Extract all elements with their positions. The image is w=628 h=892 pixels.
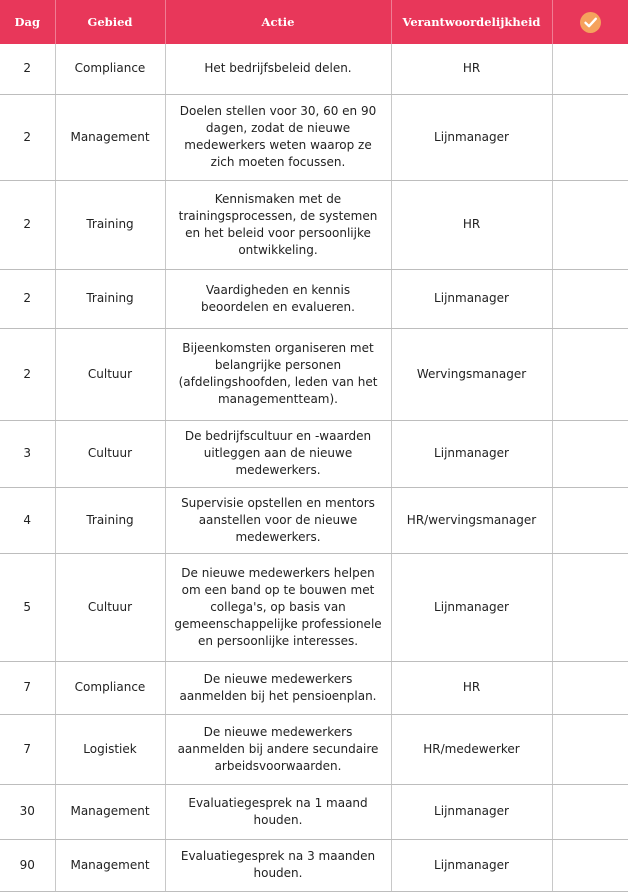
cell-dag: 2 [0,269,55,328]
check-badge-icon [580,12,601,33]
table-row [0,661,628,714]
cell-dag: 3 [0,420,55,487]
table-row [0,328,628,420]
cell-actie: De bedrijfscultuur en -waarden uitleggen aan de nieuwe medewerkers. [165,420,391,487]
cell-verantwoordelijkheid: Lijnmanager [391,420,552,487]
cell-dag: 2 [0,94,55,180]
cell-check[interactable] [552,839,628,891]
table-row [0,784,628,839]
cell-verantwoordelijkheid: HR [391,661,552,714]
cell-verantwoordelijkheid: Lijnmanager [391,839,552,891]
cell-check[interactable] [552,328,628,420]
cell-actie: Evaluatiegesprek na 1 maand houden. [165,784,391,839]
cell-actie: De nieuwe medewerkers helpen om een band op te bouwen met collega's, op basis van gemeenschappelijke professionele en persoonlijke interesses. [165,553,391,661]
cell-check[interactable] [552,714,628,784]
cell-gebied: Compliance [55,661,165,714]
table-row [0,180,628,269]
cell-verantwoordelijkheid: Wervingsmanager [391,328,552,420]
cell-verantwoordelijkheid: HR/medewerker [391,714,552,784]
cell-check[interactable] [552,661,628,714]
table-body [0,44,628,891]
cell-dag: 30 [0,784,55,839]
cell-check[interactable] [552,553,628,661]
cell-check[interactable] [552,784,628,839]
cell-actie: Het bedrijfsbeleid delen. [165,44,391,94]
header-check [552,0,628,44]
cell-gebied: Management [55,839,165,891]
table-header-row [0,0,628,44]
cell-gebied: Compliance [55,44,165,94]
cell-check[interactable] [552,180,628,269]
header-verantwoordelijkheid: Verantwoordelijkheid [391,0,552,44]
cell-gebied: Training [55,180,165,269]
cell-dag: 2 [0,180,55,269]
table-row [0,269,628,328]
cell-gebied: Cultuur [55,328,165,420]
cell-gebied: Training [55,487,165,553]
cell-verantwoordelijkheid: Lijnmanager [391,553,552,661]
cell-gebied: Cultuur [55,420,165,487]
cell-actie: Evaluatiegesprek na 3 maanden houden. [165,839,391,891]
cell-check[interactable] [552,269,628,328]
cell-actie: Kennismaken met de trainingsprocessen, de systemen en het beleid voor persoonlijke ontwikkeling. [165,180,391,269]
table-row [0,487,628,553]
table-row [0,94,628,180]
cell-dag: 4 [0,487,55,553]
table-row [0,420,628,487]
table-row [0,553,628,661]
cell-actie: Supervisie opstellen en mentors aanstellen voor de nieuwe medewerkers. [165,487,391,553]
cell-verantwoordelijkheid: HR/wervingsmanager [391,487,552,553]
cell-actie: Bijeenkomsten organiseren met belangrijke personen (afdelingshoofden, leden van het managementteam). [165,328,391,420]
cell-dag: 2 [0,328,55,420]
cell-verantwoordelijkheid: HR [391,44,552,94]
cell-dag: 2 [0,44,55,94]
cell-actie: De nieuwe medewerkers aanmelden bij andere secundaire arbeidsvoorwaarden. [165,714,391,784]
cell-actie: Vaardigheden en kennis beoordelen en evalueren. [165,269,391,328]
cell-gebied: Logistiek [55,714,165,784]
cell-verantwoordelijkheid: Lijnmanager [391,784,552,839]
table-row [0,44,628,94]
header-gebied: Gebied [55,0,165,44]
cell-check[interactable] [552,487,628,553]
cell-dag: 7 [0,714,55,784]
cell-gebied: Management [55,94,165,180]
header-actie: Actie [165,0,391,44]
cell-actie: Doelen stellen voor 30, 60 en 90 dagen, zodat de nieuwe medewerkers weten waarop ze zich moeten focussen. [165,94,391,180]
cell-dag: 5 [0,553,55,661]
cell-check[interactable] [552,44,628,94]
cell-verantwoordelijkheid: HR [391,180,552,269]
cell-gebied: Training [55,269,165,328]
table-row [0,714,628,784]
cell-verantwoordelijkheid: Lijnmanager [391,94,552,180]
cell-dag: 90 [0,839,55,891]
cell-check[interactable] [552,94,628,180]
header-dag: Dag [14,15,40,29]
cell-gebied: Cultuur [55,553,165,661]
cell-actie: De nieuwe medewerkers aanmelden bij het pensioenplan. [165,661,391,714]
cell-dag: 7 [0,661,55,714]
cell-check[interactable] [552,420,628,487]
cell-gebied: Management [55,784,165,839]
table-row [0,839,628,891]
cell-verantwoordelijkheid: Lijnmanager [391,269,552,328]
